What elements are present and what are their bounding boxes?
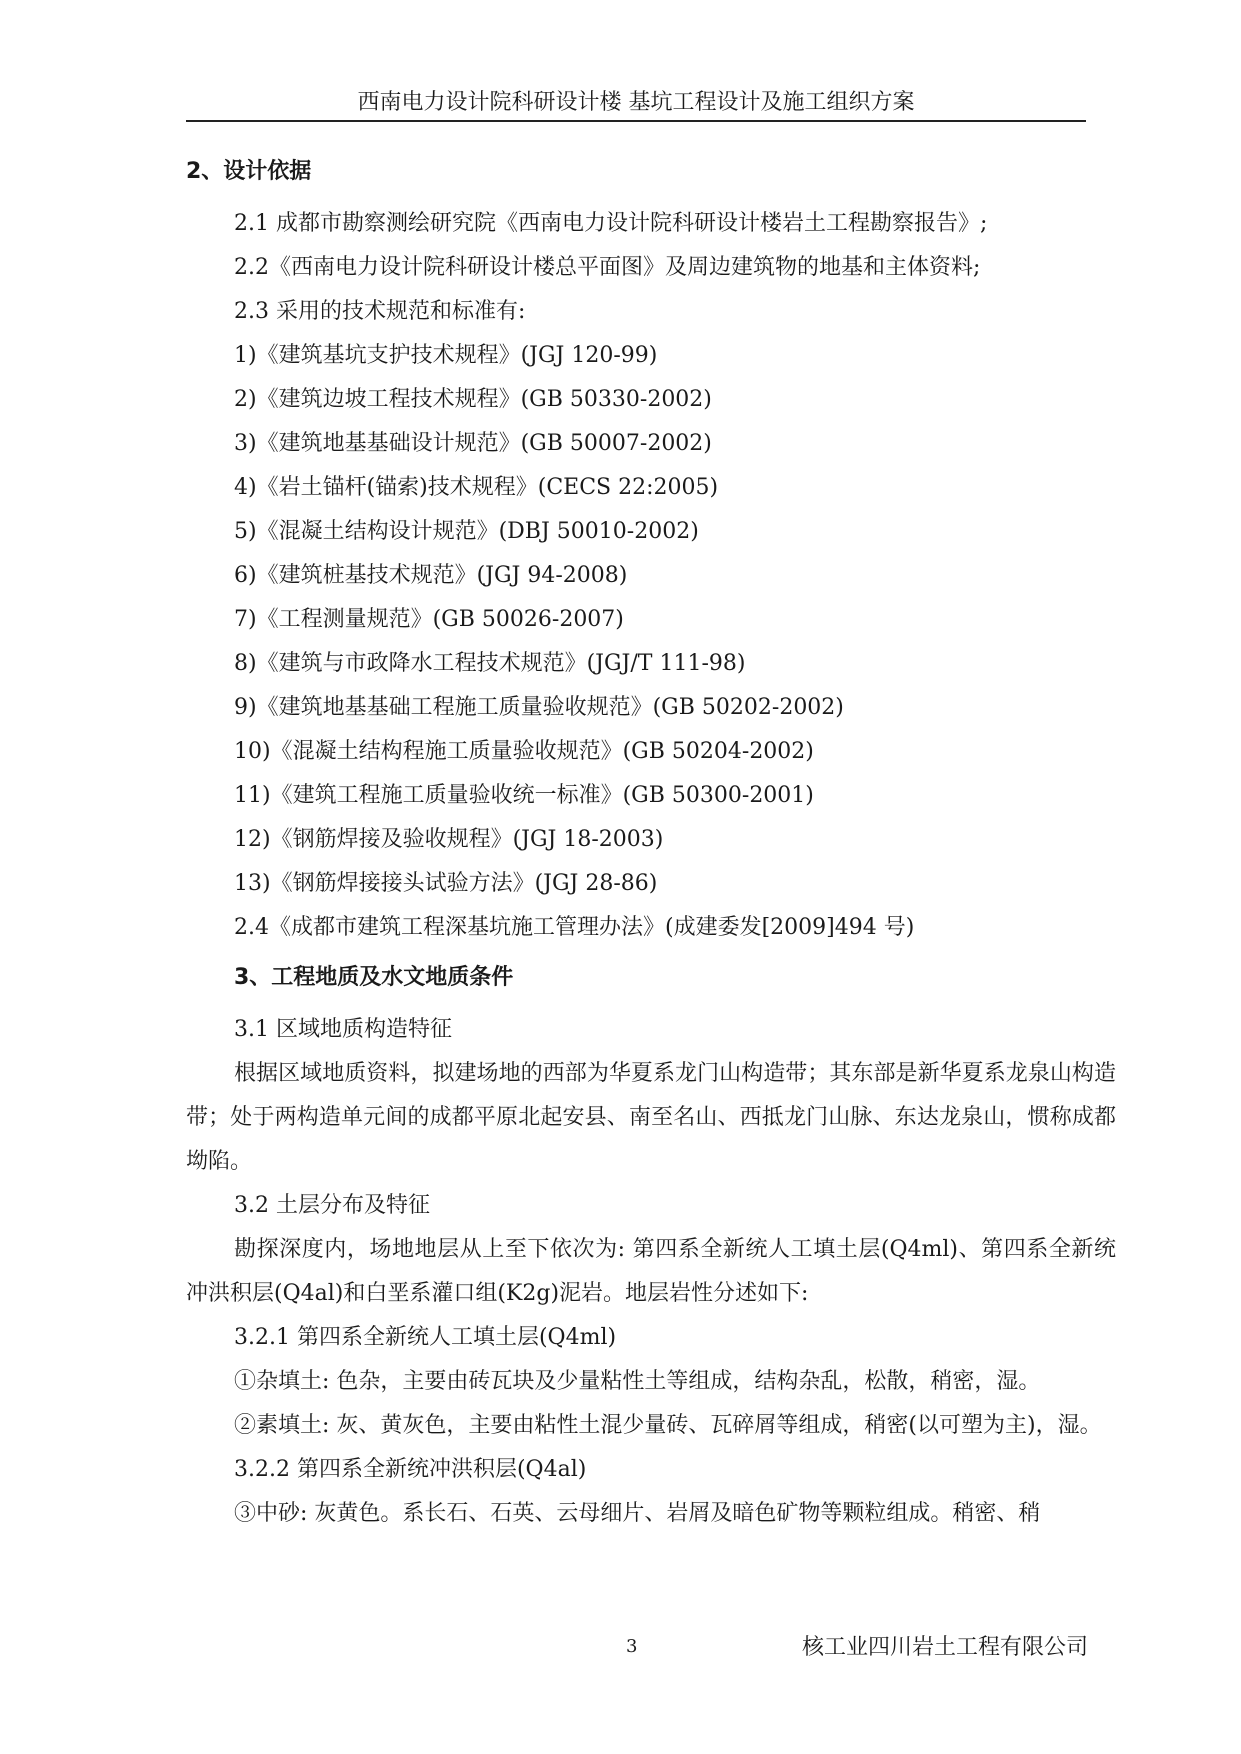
subsection-3-2-2-title: 3.2.2 第四系全新统冲洪积层(Q4al) xyxy=(234,1457,587,1482)
list-item: 9)《建筑地基基础工程施工质量验收规范》(GB 50202-2002) xyxy=(234,695,844,720)
paragraph: ②素填土: 灰、黄灰色，主要由粘性土混少量砖、瓦碎屑等组成，稍密(以可塑为主)，湿。 xyxy=(234,1413,1102,1438)
list-item: 2.1 成都市勘察测绘研究院《西南电力设计院科研设计楼岩土工程勘察报告》; xyxy=(234,211,988,236)
subsection-3-1-title: 3.1 区域地质构造特征 xyxy=(234,1017,452,1042)
list-item: 5)《混凝土结构设计规范》(DBJ 50010-2002) xyxy=(234,519,699,544)
list-item: 2.3 采用的技术规范和标准有: xyxy=(234,299,526,324)
list-item: 12)《钢筋焊接及验收规程》(JGJ 18-2003) xyxy=(234,827,664,852)
paragraph: 根据区域地质资料，拟建场地的西部为华夏系龙门山构造带；其东部是新华夏系龙泉山构造带；处于两构造单元间的成都平原北起安县、南至名山、西抵龙门山脉、东达龙泉山，惯称成都坳陷。 xyxy=(186,1061,1116,1174)
list-item: 2.2《西南电力设计院科研设计楼总平面图》及周边建筑物的地基和主体资料; xyxy=(234,255,981,280)
list-item: 8)《建筑与市政降水工程技术规范》(JGJ/T 111-98) xyxy=(234,651,746,676)
list-item: 6)《建筑桩基技术规范》(JGJ 94-2008) xyxy=(234,563,628,588)
page-number: 3 xyxy=(626,1636,638,1657)
section-2-heading: 2、设计依据 xyxy=(186,159,312,184)
subsection-3-2-title: 3.2 土层分布及特征 xyxy=(234,1193,430,1218)
list-item: 4)《岩土锚杆(锚索)技术规程》(CECS 22:2005) xyxy=(234,475,719,500)
list-item: 2.4《成都市建筑工程深基坑施工管理办法》(成建委发[2009]494 号) xyxy=(234,915,915,940)
list-item: 1)《建筑基坑支护技术规程》(JGJ 120-99) xyxy=(234,343,658,368)
paragraph: ③中砂: 灰黄色。系长石、石英、云母细片、岩屑及暗色矿物等颗粒组成。稍密、稍 xyxy=(234,1501,1041,1526)
footer-company: 核工业四川岩土工程有限公司 xyxy=(802,1635,1089,1660)
list-item: 2)《建筑边坡工程技术规程》(GB 50330-2002) xyxy=(234,387,712,412)
list-item: 13)《钢筋焊接接头试验方法》(JGJ 28-86) xyxy=(234,871,658,896)
page-header-title: 西南电力设计院科研设计楼 基坑工程设计及施工组织方案 xyxy=(357,90,915,115)
document-body xyxy=(186,150,1116,1536)
section-3-heading: 3、工程地质及水文地质条件 xyxy=(234,965,514,990)
list-item: 10)《混凝土结构程施工质量验收规范》(GB 50204-2002) xyxy=(234,739,814,764)
paragraph: 勘探深度内，场地地层从上至下依次为: 第四系全新统人工填土层(Q4ml)、第四系全新统冲洪积层(Q4al)和白垩系灌口组(K2g)泥岩。地层岩性分述如下: xyxy=(186,1237,1116,1306)
subsection-3-2-1-title: 3.2.1 第四系全新统人工填土层(Q4ml) xyxy=(234,1325,617,1350)
paragraph: ①杂填土: 色杂，主要由砖瓦块及少量粘性土等组成，结构杂乱，松散，稍密，湿。 xyxy=(234,1369,1041,1394)
header-divider xyxy=(186,120,1086,122)
list-item: 11)《建筑工程施工质量验收统一标准》(GB 50300-2001) xyxy=(234,783,814,808)
list-item: 7)《工程测量规范》(GB 50026-2007) xyxy=(234,607,624,632)
list-item: 3)《建筑地基基础设计规范》(GB 50007-2002) xyxy=(234,431,712,456)
